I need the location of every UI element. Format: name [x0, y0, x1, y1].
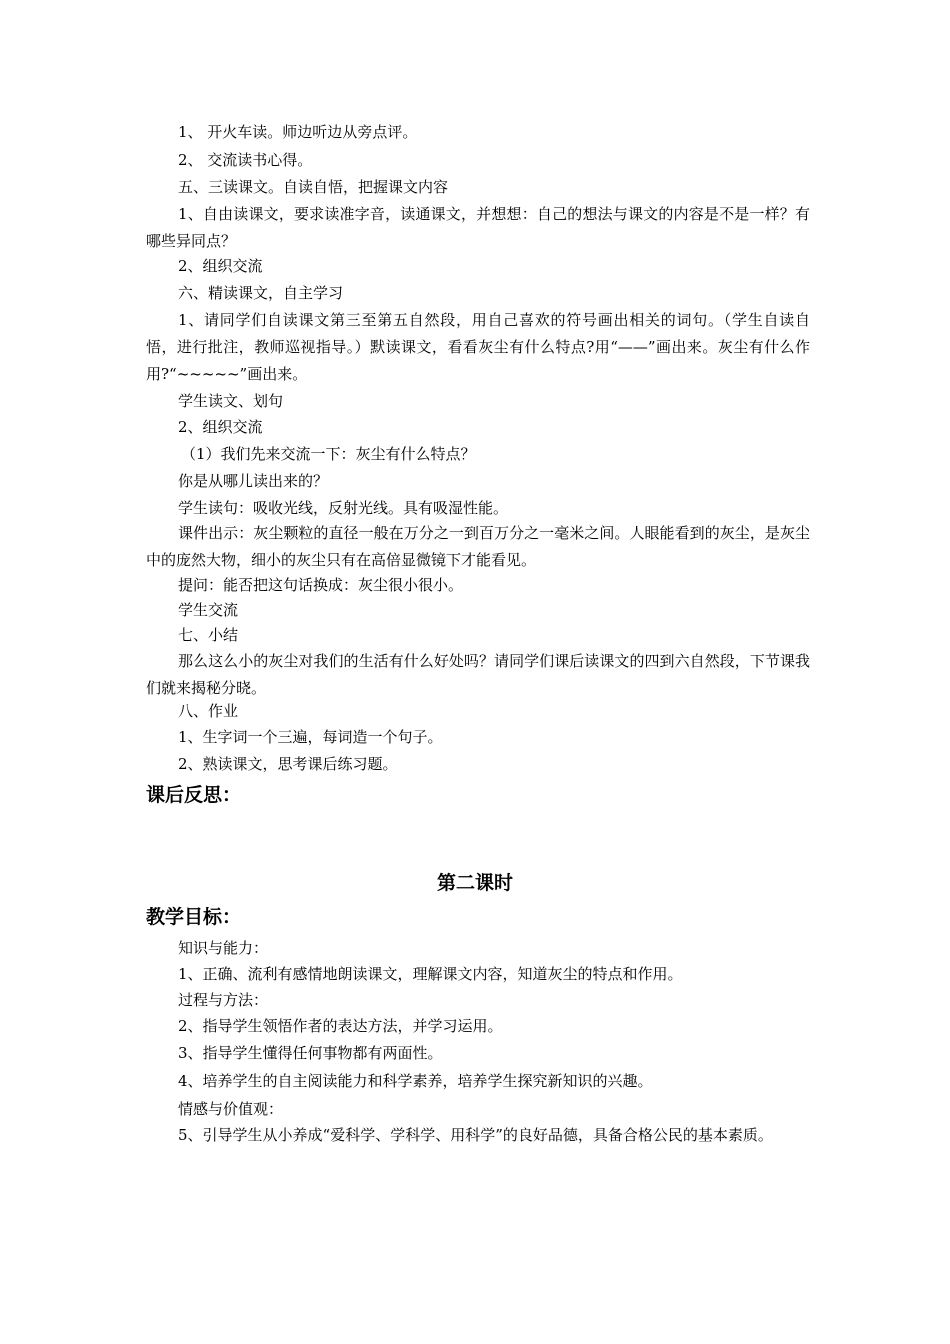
paragraph-intensive-reading: 1、请同学们自读课文第三至第五自然段，用自己喜欢的符号画出相关的词句。（学生自读自悟，进行批注，教师巡视指导。）默读课文，看看灰尘有什么特点?用“——”画出来。灰尘有什么作用?“~~~~~”画出来。 [146, 311, 810, 383]
paragraph-organize-exchange-2: 2、组织交流 [178, 418, 263, 436]
objective-2: 2、指导学生领悟作者的表达方法，并学习运用。 [178, 1017, 503, 1035]
label-process-method: 过程与方法： [178, 991, 269, 1009]
paragraph-student-read-sentence: 学生读句：吸收光线，反射光线。具有吸湿性能。 [178, 499, 509, 517]
objective-3: 3、指导学生懂得任何事物都有两面性。 [178, 1044, 443, 1062]
paragraph-question-replace: 提问：能否把这句话换成：灰尘很小很小。 [178, 576, 464, 594]
section-heading-five: 五、三读课文。自读自悟，把握课文内容 [178, 178, 449, 196]
paragraph-relay-reading: 1、 开火车读。师边听边从旁点评。 [178, 123, 418, 141]
paragraph-organize-exchange-1: 2、组织交流 [178, 257, 263, 275]
objective-4: 4、培养学生的自主阅读能力和科学素养，培养学生探究新知识的兴趣。 [178, 1072, 653, 1090]
paragraph-free-reading: 1、自由读课文，要求读准字音，读通课文，并想想：自己的想法与课文的内容是不是一样？有哪些异同点？ [146, 205, 810, 250]
paragraph-homework-1: 1、生字词一个三遍，每词造一个句子。 [178, 728, 443, 746]
paragraph-dust-features-question: （1）我们先来交流一下：灰尘有什么特点？ [181, 445, 476, 463]
paragraph-share-experience: 2、 交流读书心得。 [178, 151, 313, 169]
label-knowledge-ability: 知识与能力： [178, 939, 269, 957]
paragraph-homework-2: 2、熟读课文，思考课后练习题。 [178, 755, 398, 773]
paragraph-student-exchange: 学生交流 [178, 601, 239, 619]
paragraph-summary: 那么这么小的灰尘对我们的生活有什么好处吗？请同学们课后读课文的四到六自然段，下节课我们就来揭秘分晓。 [146, 652, 810, 697]
paragraph-courseware-display: 课件出示：灰尘颗粒的直径一般在万分之一到百万分之一毫米之间。人眼能看到的灰尘，是灰尘中的庞然大物，细小的灰尘只有在高倍显微镜下才能看见。 [146, 524, 810, 569]
paragraph-where-read: 你是从哪儿读出来的？ [178, 472, 329, 490]
paragraph-student-reading: 学生读文、划句 [178, 392, 284, 410]
lesson-title: 第二课时 [436, 872, 513, 894]
section-heading-six: 六、精读课文，自主学习 [178, 284, 344, 302]
reflection-heading: 课后反思： [146, 784, 242, 806]
objective-5: 5、引导学生从小养成“爱科学、学科学、用科学”的良好品德，具备合格公民的基本素质。 [178, 1126, 773, 1144]
section-heading-eight: 八、作业 [178, 702, 239, 720]
section-heading-seven: 七、小结 [178, 626, 239, 644]
objectives-heading: 教学目标： [146, 906, 242, 928]
objective-1: 1、正确、流利有感情地朗读课文，理解课文内容，知道灰尘的特点和作用。 [178, 965, 683, 983]
label-emotion-values: 情感与价值观： [178, 1100, 284, 1118]
